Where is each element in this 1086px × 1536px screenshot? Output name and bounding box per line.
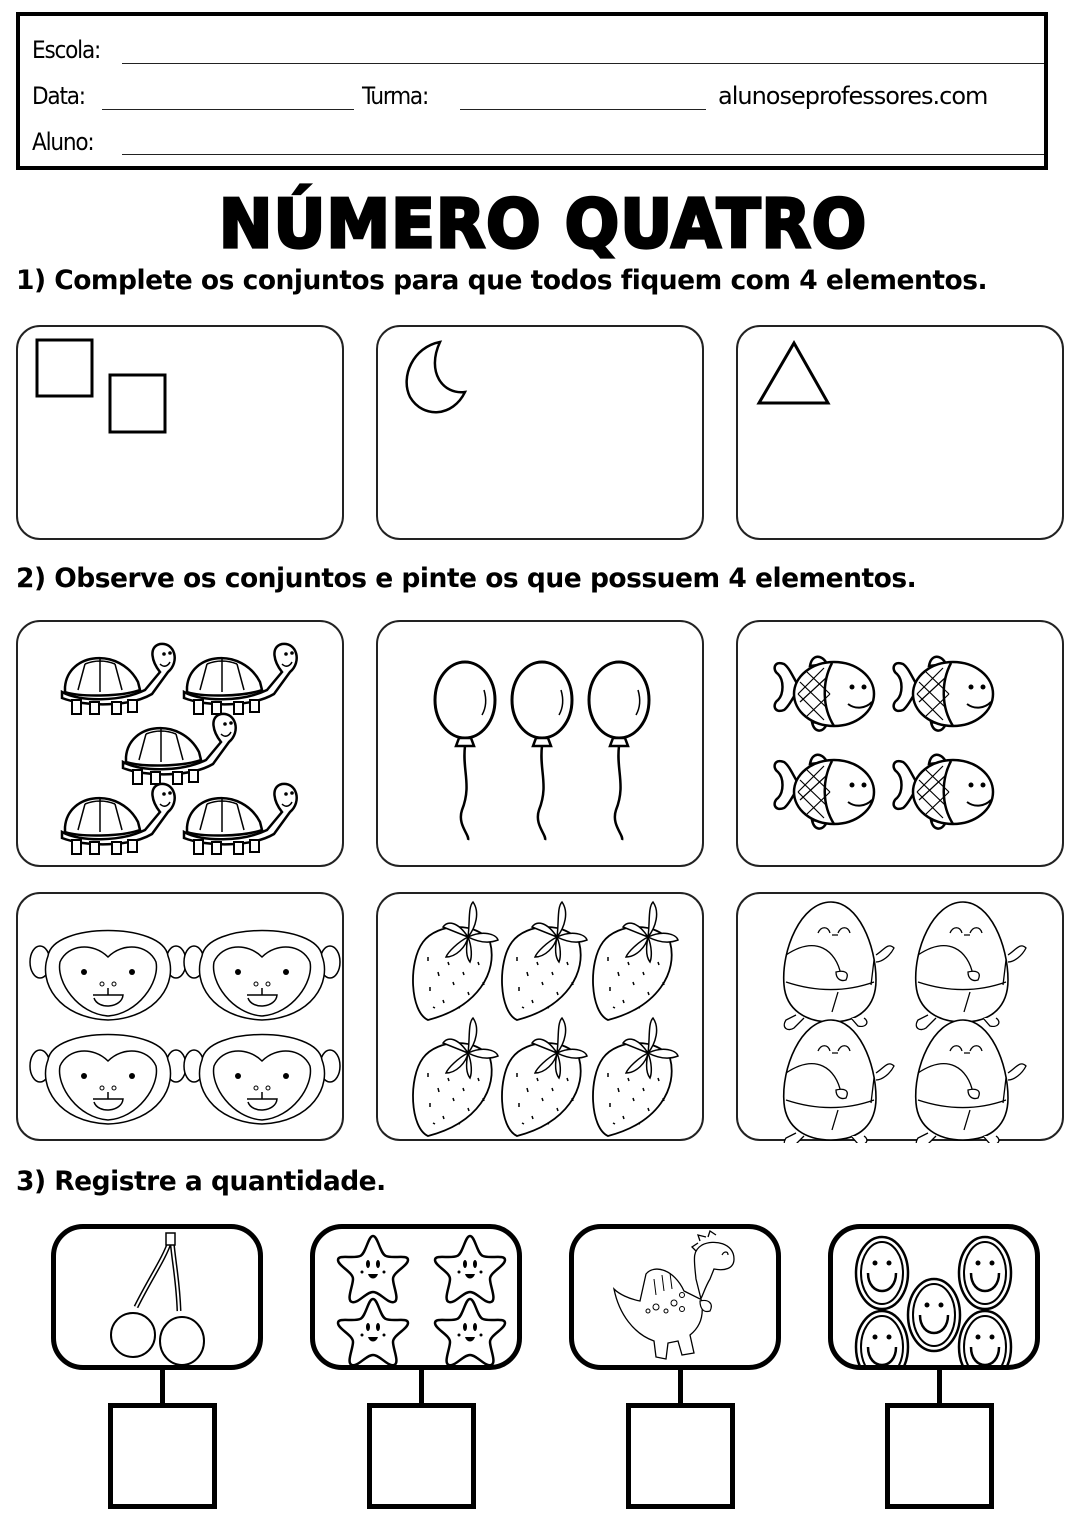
school-field[interactable]: [122, 63, 1044, 64]
egg-character-icon: [738, 894, 1066, 1143]
answer-box-stars[interactable]: [367, 1403, 476, 1509]
header-form: [16, 12, 1048, 170]
page-title: NÚMERO QUATRO: [218, 186, 868, 264]
fish-icon: [738, 622, 1066, 869]
set-monkeys[interactable]: [16, 892, 344, 1141]
website-label: alunoseprofessores.com: [718, 82, 988, 110]
section3-instruction: 3) Registre a quantidade.: [16, 1166, 386, 1197]
strawberry-icon: [378, 894, 706, 1143]
balloon-icon: [378, 622, 706, 869]
monkey-icon: [18, 894, 346, 1143]
set-squares[interactable]: [16, 325, 344, 540]
school-label: Escola:: [32, 36, 101, 64]
section2-instruction: 2) Observe os conjuntos e pinte os que possuem 4 elementos.: [16, 563, 917, 594]
section1-instruction: 1) Complete os conjuntos para que todos fiquem com 4 elementos.: [16, 265, 988, 296]
set-strawberries[interactable]: [376, 892, 704, 1141]
set-fish[interactable]: [736, 620, 1064, 867]
student-field[interactable]: [122, 154, 1044, 155]
connector-line: [160, 1369, 165, 1405]
answer-box-dinosaur[interactable]: [626, 1403, 735, 1509]
answer-box-cherries[interactable]: [108, 1403, 217, 1509]
count-smileys: [828, 1224, 1040, 1370]
date-field[interactable]: [102, 109, 354, 110]
class-field[interactable]: [460, 109, 706, 110]
connector-line: [937, 1369, 942, 1405]
set-turtles[interactable]: [16, 620, 344, 867]
set-balloons[interactable]: [376, 620, 704, 867]
count-dinosaur: [569, 1224, 781, 1370]
connector-line: [419, 1369, 424, 1405]
count-stars: [310, 1224, 522, 1370]
count-cherries: [51, 1224, 263, 1370]
student-label: Aluno:: [32, 128, 94, 156]
square-icon: [18, 327, 346, 542]
turtle-icon: [18, 622, 346, 869]
set-moon[interactable]: [376, 325, 704, 540]
connector-line: [678, 1369, 683, 1405]
cherry-icon: [56, 1229, 258, 1365]
date-label: Data:: [32, 82, 85, 110]
class-label: Turma:: [362, 82, 429, 110]
triangle-icon: [738, 327, 1066, 542]
crescent-moon-icon: [378, 327, 706, 542]
set-triangle[interactable]: [736, 325, 1064, 540]
smiley-face-icon: [833, 1229, 1035, 1365]
dinosaur-icon: [574, 1229, 776, 1365]
answer-box-smileys[interactable]: [885, 1403, 994, 1509]
set-eggs[interactable]: [736, 892, 1064, 1141]
star-face-icon: [315, 1229, 517, 1365]
